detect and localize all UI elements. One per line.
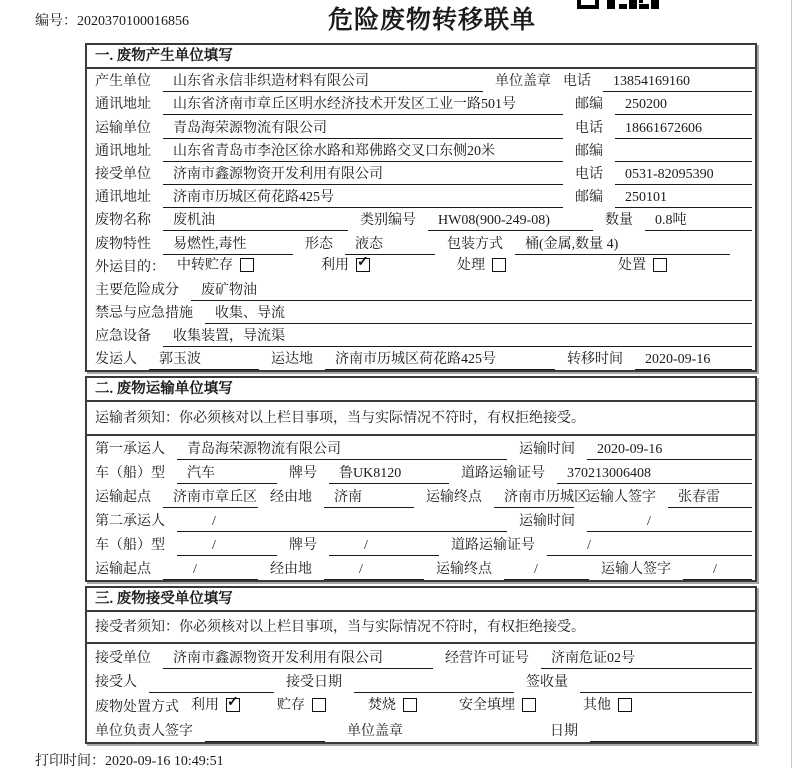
field-label: 运输人签字 xyxy=(586,490,656,506)
field-label: 废物名称 xyxy=(95,213,151,229)
checkbox-unchecked-icon xyxy=(312,698,326,712)
field-label: 日期 xyxy=(550,724,578,740)
form-row xyxy=(87,231,755,254)
form-row xyxy=(87,532,755,556)
field-label: 电话 xyxy=(563,74,591,90)
checkbox-option xyxy=(277,694,326,718)
field-label: 通讯地址 xyxy=(95,97,151,113)
field-value: 汽车 xyxy=(177,462,277,484)
form-row xyxy=(87,301,755,324)
form-row xyxy=(87,460,755,484)
field-label: 运输单位 xyxy=(95,120,151,136)
form-row xyxy=(87,347,755,370)
field-label: 数量 xyxy=(605,213,633,229)
field-value: 山东省青岛市李沧区徐水路和郑佛路交叉口东侧20米 xyxy=(163,140,563,162)
field-label: 产生单位 xyxy=(95,74,151,90)
form-row xyxy=(87,278,755,301)
section-receiver-rows xyxy=(87,644,755,742)
field-value: / xyxy=(587,514,752,532)
form-row xyxy=(87,484,755,508)
field-value: 废机油 xyxy=(163,209,348,231)
transporter-notice: 运输者须知：你必须核对以上栏目事项，当与实际情况不符时，有权拒绝接受。 xyxy=(87,402,755,436)
field-label: 运输时间 xyxy=(519,442,575,458)
field-label: 通讯地址 xyxy=(95,143,151,159)
form-row xyxy=(87,718,755,743)
serial-number: 2020370100016856 xyxy=(77,14,189,29)
field-label: 运输终点 xyxy=(426,490,482,506)
form-row xyxy=(87,556,755,580)
field-value: / xyxy=(683,562,752,580)
form-row xyxy=(87,69,755,92)
field-value: / xyxy=(504,562,589,580)
field-value: 张春雷 xyxy=(668,486,752,508)
field-label: 单位盖章 xyxy=(347,724,403,740)
field-value: 0.8吨 xyxy=(645,209,752,231)
field-label: 利用 xyxy=(191,697,219,713)
field-label: 电话 xyxy=(575,120,603,136)
form-row xyxy=(87,508,755,532)
field-label: 处置 xyxy=(618,257,646,273)
field-label: 接受单位 xyxy=(95,650,151,666)
field-value: / xyxy=(163,562,258,580)
field-label: 运输起点 xyxy=(95,490,151,506)
field-label: 电话 xyxy=(575,166,603,182)
checkbox-unchecked-icon xyxy=(618,698,632,712)
section-producer-rows xyxy=(87,69,755,370)
field-label: 接受人 xyxy=(95,675,137,691)
checkbox-unchecked-icon xyxy=(492,258,506,272)
checkbox-option xyxy=(321,254,370,278)
section-receiver-heading: 三. 废物接受单位填写 xyxy=(87,588,755,612)
section-transporter-heading: 二. 废物运输单位填写 xyxy=(87,378,755,402)
serial-number-line xyxy=(35,10,189,30)
form-row xyxy=(87,644,755,669)
section-receiver xyxy=(85,586,757,744)
field-value: 0531-82095390 xyxy=(615,167,752,185)
qr-code-fragment-icon xyxy=(577,0,661,9)
field-label: 运达地 xyxy=(271,352,313,368)
field-label: 废物特性 xyxy=(95,236,151,252)
field-label: 道路运输证号 xyxy=(461,466,545,482)
manifest-form xyxy=(85,43,757,748)
field-label: 运输终点 xyxy=(436,562,492,578)
field-label: 邮编 xyxy=(575,143,603,159)
field-label: 发运人 xyxy=(95,352,137,368)
field-value: 收集装置，导流渠 xyxy=(163,325,752,347)
field-value: 废矿物油 xyxy=(191,279,752,301)
field-label: 利用 xyxy=(321,257,349,273)
field-label: 运输起点 xyxy=(95,562,151,578)
field-label: 邮编 xyxy=(575,190,603,206)
field-label: 车（船）型 xyxy=(95,538,165,554)
form-row xyxy=(87,162,755,185)
field-value: 250101 xyxy=(615,190,752,208)
field-label: 中转贮存 xyxy=(177,257,233,273)
field-value: 济南危证02号 xyxy=(541,647,752,669)
field-value: 济南市历城区荷花路425号 xyxy=(325,348,555,370)
field-value: / xyxy=(177,514,507,532)
field-label: 道路运输证号 xyxy=(451,538,535,554)
checkbox-option xyxy=(191,694,240,718)
checkbox-checked-icon xyxy=(356,258,370,272)
field-label: 单位盖章 xyxy=(495,74,551,90)
field-value: 鲁UK8120 xyxy=(329,462,449,484)
field-label: 包装方式 xyxy=(447,236,503,252)
form-row xyxy=(87,92,755,115)
section-producer xyxy=(85,43,757,372)
form-row xyxy=(87,324,755,347)
field-label: 单位负责人签字 xyxy=(95,724,193,740)
field-label: 类别编号 xyxy=(360,213,416,229)
field-label: 其他 xyxy=(583,697,611,713)
field-value: 收集、导流 xyxy=(205,302,752,324)
checkbox-option xyxy=(368,694,417,718)
form-row xyxy=(87,208,755,231)
field-label: 第二承运人 xyxy=(95,514,165,530)
field-label: 接受日期 xyxy=(286,675,342,691)
print-time-value: 2020-09-16 10:49:51 xyxy=(105,754,224,769)
section-transporter-rows xyxy=(87,436,755,580)
field-value: / xyxy=(329,538,439,556)
field-label: 废物处置方式 xyxy=(95,699,179,715)
field-value: 山东省济南市章丘区明水经济技术开发区工业一路501号 xyxy=(163,93,563,115)
print-time-line xyxy=(35,750,224,770)
field-label: 贮存 xyxy=(277,697,305,713)
field-value: 2020-09-16 xyxy=(635,352,752,370)
page-edge-divider xyxy=(791,0,792,768)
field-value: 济南市鑫源物资开发利用有限公司 xyxy=(163,647,433,669)
serial-label: 编号： xyxy=(35,14,77,29)
checkbox-unchecked-icon xyxy=(653,258,667,272)
field-label: 焚烧 xyxy=(368,697,396,713)
field-value: 山东省永信非织造材料有限公司 xyxy=(163,70,483,92)
receiver-notice: 接受者须知：你必须核对以上栏目事项，当与实际情况不符时，有权拒绝接受。 xyxy=(87,612,755,644)
checkbox-option xyxy=(618,254,667,278)
field-label: 运输人签字 xyxy=(601,562,671,578)
form-row xyxy=(87,139,755,162)
checkbox-option xyxy=(177,254,254,278)
field-value: / xyxy=(324,562,424,580)
section-producer-heading: 一. 废物产生单位填写 xyxy=(87,45,755,69)
field-label: 经营许可证号 xyxy=(445,650,529,666)
field-label: 处理 xyxy=(457,257,485,273)
form-row xyxy=(87,436,755,460)
field-value: 18661672606 xyxy=(615,121,752,139)
field-label: 第一承运人 xyxy=(95,442,165,458)
field-value: 2020-09-16 xyxy=(587,442,752,460)
print-time-label: 打印时间： xyxy=(35,754,105,769)
checkbox-unchecked-icon xyxy=(403,698,417,712)
field-label: 安全填埋 xyxy=(459,697,515,713)
field-label: 主要危险成分 xyxy=(95,282,179,298)
field-value: 桶(金属,数量 4) xyxy=(515,233,730,255)
checkbox-checked-icon xyxy=(226,698,240,712)
field-value: 济南市历城区 xyxy=(494,486,574,508)
page-title: 危险废物转移联单 xyxy=(328,7,537,34)
field-value: 济南 xyxy=(324,486,414,508)
field-value: 郭玉波 xyxy=(149,348,259,370)
field-blank xyxy=(590,740,752,742)
checkbox-option xyxy=(459,694,536,718)
field-blank xyxy=(615,160,752,162)
field-value: / xyxy=(177,538,277,556)
field-value: 13854169160 xyxy=(603,74,752,92)
checkbox-option xyxy=(583,694,632,718)
field-value: 青岛海荣源物流有限公司 xyxy=(177,438,507,460)
field-label: 应急设备 xyxy=(95,329,151,345)
field-value: 250200 xyxy=(615,97,752,115)
field-label: 禁忌与应急措施 xyxy=(95,306,193,322)
field-value: / xyxy=(547,538,752,556)
form-row xyxy=(87,255,755,278)
section-transporter xyxy=(85,376,757,582)
form-row xyxy=(87,185,755,208)
field-value: 青岛海荣源物流有限公司 xyxy=(163,117,563,139)
field-label: 接受单位 xyxy=(95,166,151,182)
field-label: 经由地 xyxy=(270,490,312,506)
form-row xyxy=(87,693,755,718)
field-value: HW08(900-249-08) xyxy=(428,213,593,231)
field-label: 经由地 xyxy=(270,562,312,578)
field-label: 外运目的： xyxy=(95,259,165,275)
field-label: 车（船）型 xyxy=(95,466,165,482)
field-label: 通讯地址 xyxy=(95,190,151,206)
form-row xyxy=(87,669,755,694)
checkbox-option xyxy=(457,254,506,278)
field-label: 形态 xyxy=(305,236,333,252)
field-value: 易燃性,毒性 xyxy=(163,233,293,255)
checkbox-unchecked-icon xyxy=(522,698,536,712)
form-row xyxy=(87,115,755,138)
field-label: 邮编 xyxy=(575,97,603,113)
field-blank xyxy=(205,740,325,742)
field-value: 济南市章丘区 xyxy=(163,486,258,508)
field-value: 370213006408 xyxy=(557,466,752,484)
field-label: 运输时间 xyxy=(519,514,575,530)
field-value: 液态 xyxy=(345,233,435,255)
field-value: 济南市历城区荷花路425号 xyxy=(163,186,563,208)
field-label: 牌号 xyxy=(289,538,317,554)
field-label: 转移时间 xyxy=(567,352,623,368)
field-label: 签收量 xyxy=(526,675,568,691)
checkbox-unchecked-icon xyxy=(240,258,254,272)
field-value: 济南市鑫源物资开发利用有限公司 xyxy=(163,163,563,185)
field-label: 牌号 xyxy=(289,466,317,482)
